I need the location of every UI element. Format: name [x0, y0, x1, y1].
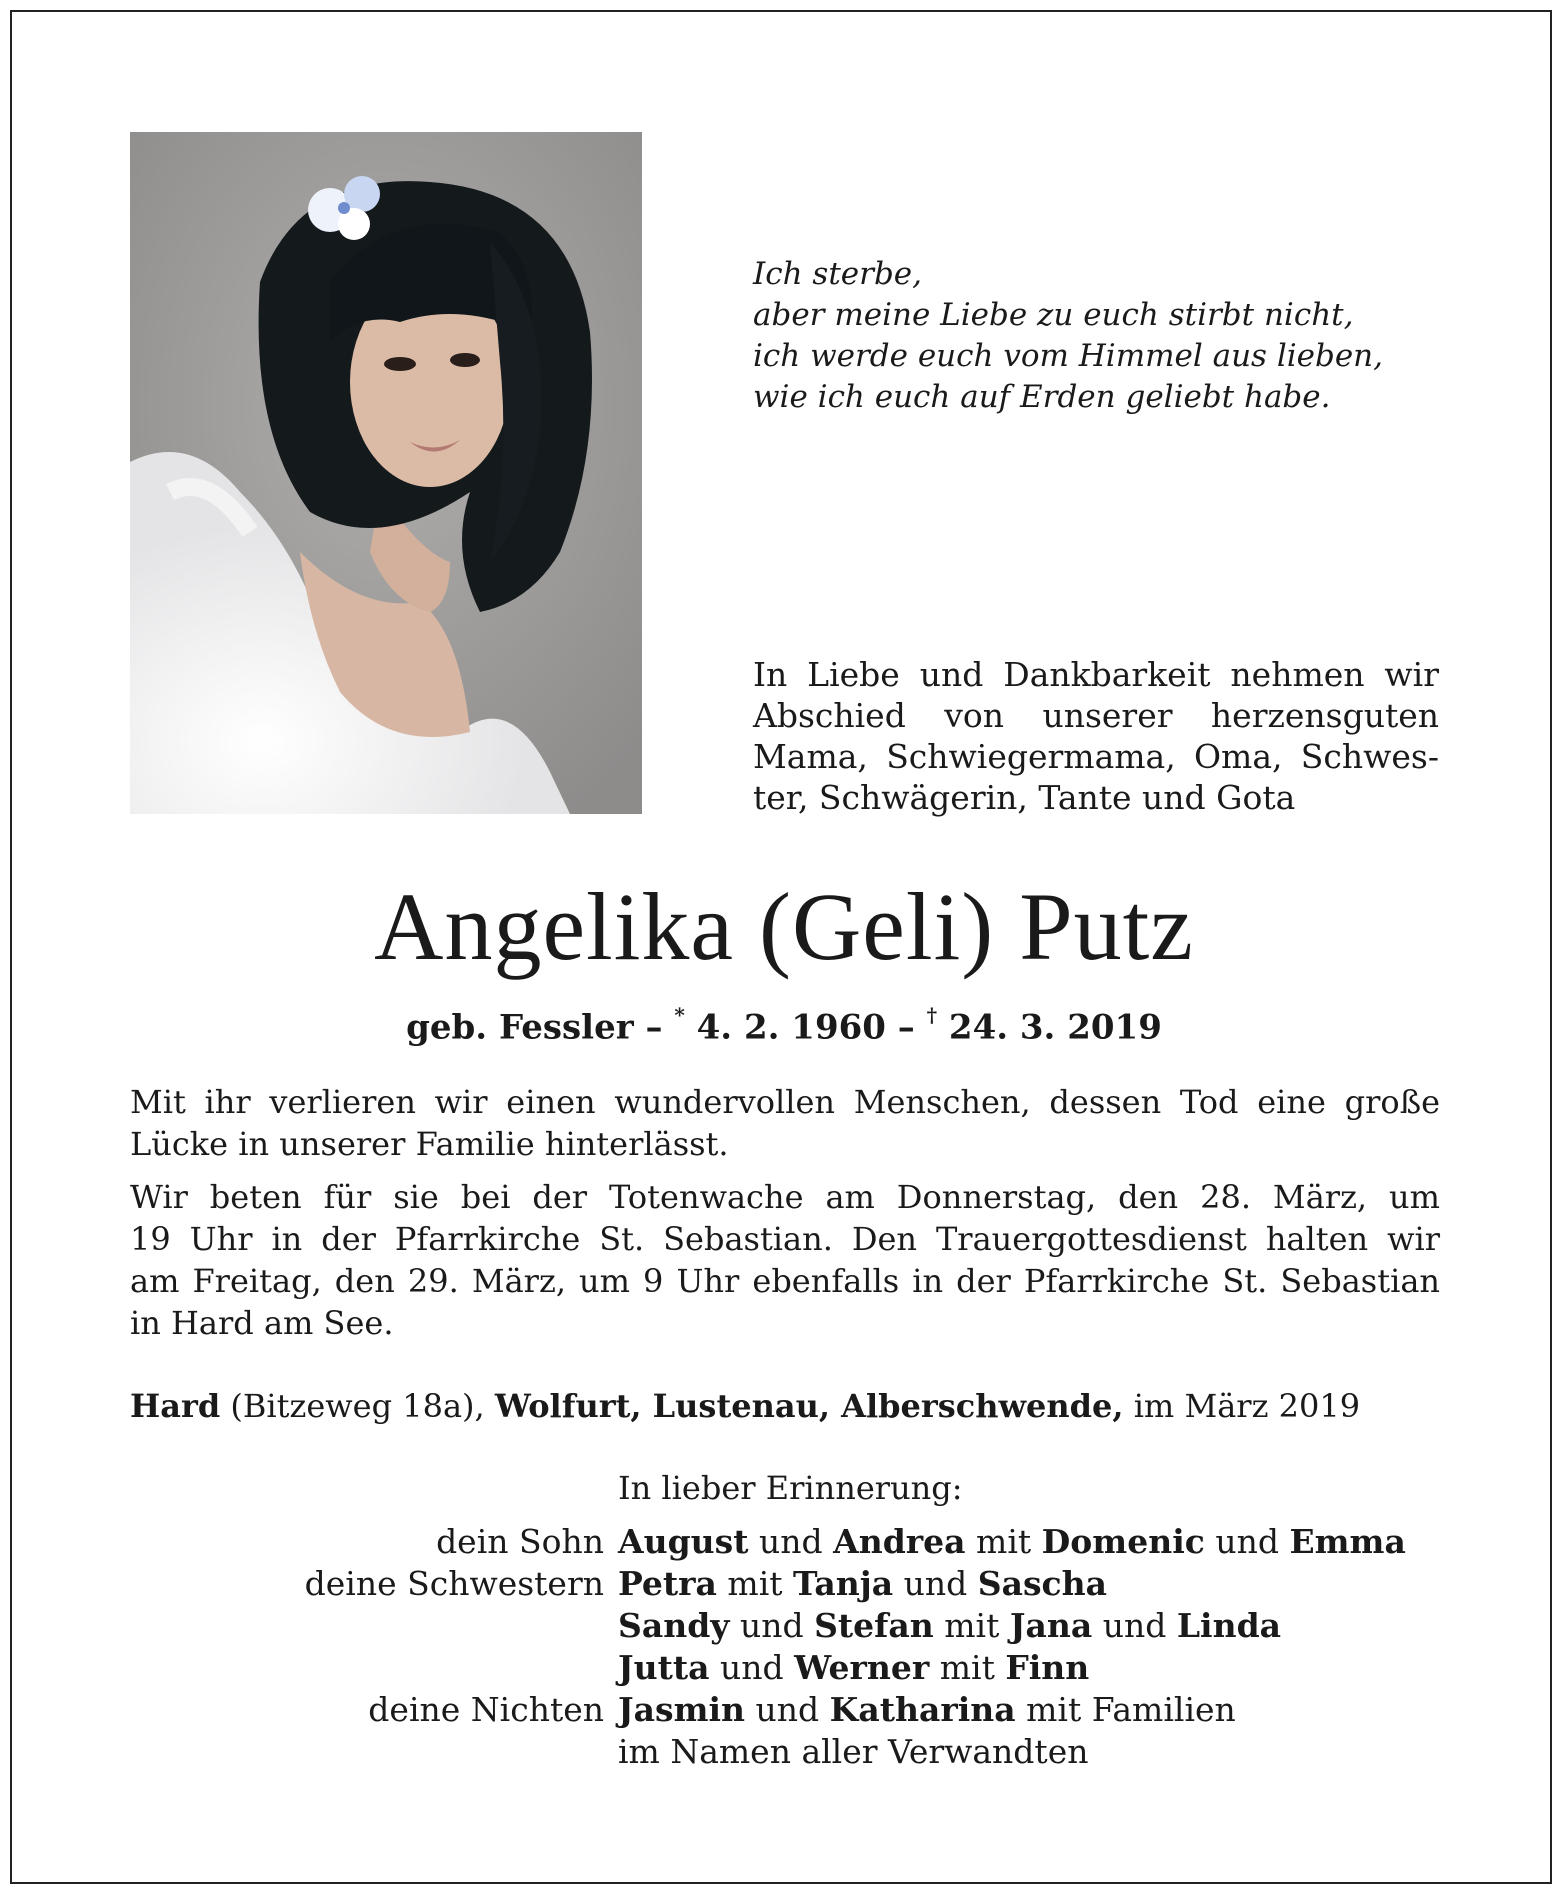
mourner-name: Emma [1289, 1522, 1406, 1561]
mourner-name: Andrea [833, 1522, 966, 1561]
mourner-name: Sascha [977, 1564, 1108, 1603]
connector-text: und [1092, 1606, 1177, 1645]
mourner-name: Werner [794, 1648, 930, 1687]
poem-line: ich werde euch vom Himmel aus lieben, [753, 338, 1384, 374]
remembrance-row [0, 1522, 1568, 1564]
paragraph-line: am Freitag, den 29. März, um 9 Uhr ebenfalls in der Pfarrkirche St. Sebastian [130, 1262, 1440, 1300]
paragraph-line: 19 Uhr in der Pfarrkirche St. Sebastian. Den Trauergottesdienst halten wir [130, 1220, 1440, 1258]
mourner-name: Jana [1009, 1606, 1093, 1645]
connector-text: im Namen aller Verwandten [618, 1732, 1089, 1771]
poem-line: wie ich euch auf Erden geliebt habe. [753, 379, 1331, 415]
place-and-date [130, 1384, 1450, 1428]
connector-text: mit [933, 1606, 1010, 1645]
poem-line: aber meine Liebe zu euch stirbt nicht, [753, 297, 1354, 333]
paragraph-loss [130, 1081, 1440, 1165]
intro-line: Abschied von unserer herzensguten [753, 696, 1439, 735]
mourner-names [618, 1648, 1089, 1687]
mourner-name: Domenic [1041, 1522, 1205, 1561]
connector-text: und [1204, 1522, 1290, 1561]
intro-text [753, 654, 1439, 818]
remembrance-title: In lieber Erinnerung: [618, 1469, 963, 1507]
poem [753, 254, 1473, 418]
connector-text: und [748, 1522, 834, 1561]
birth-symbol: * [674, 1003, 685, 1027]
mourner-names [618, 1522, 1406, 1561]
remembrance-row [0, 1648, 1568, 1690]
mourner-name: Katharina [829, 1690, 1016, 1729]
mourner-names [618, 1732, 1088, 1771]
portrait-illustration [130, 132, 642, 814]
intro-line: Mama, Schwiegermama, Oma, Schwes- [753, 737, 1439, 776]
connector-text: mit [716, 1564, 794, 1603]
relation-label: dein Sohn [436, 1522, 604, 1561]
intro-line: In Liebe und Dankbarkeit nehmen wir [753, 655, 1439, 694]
relation-label: deine Nichten [368, 1690, 604, 1729]
mourner-names [618, 1690, 1236, 1729]
connector-text: und [709, 1648, 795, 1687]
mourner-name: Jasmin [618, 1690, 746, 1729]
mourner-names [618, 1564, 1107, 1603]
connector-text: und [745, 1690, 830, 1729]
paragraph-services [130, 1176, 1440, 1344]
other-towns: Wolfurt, Lustenau, Alberschwende, [494, 1387, 1124, 1425]
intro-line: ter, Schwägerin, Tante und Gota [753, 778, 1296, 817]
remembrance-row [0, 1732, 1568, 1774]
connector-text: und [893, 1564, 978, 1603]
remembrance-row [0, 1606, 1568, 1648]
deceased-name: Angelika (Geli) Putz [374, 873, 1194, 980]
life-dates [0, 996, 1568, 1050]
connector-text: mit [929, 1648, 1006, 1687]
mourner-name: Petra [618, 1564, 717, 1603]
paragraph-line: Lücke in unserer Familie hinterlässt. [130, 1125, 729, 1163]
mourner-name: August [618, 1522, 749, 1561]
mourner-name: Tanja [793, 1564, 894, 1603]
poem-line: Ich sterbe, [753, 256, 923, 292]
relation-label: deine Schwestern [304, 1564, 604, 1603]
birth-date: 4. 2. 1960 [684, 1007, 886, 1048]
mourner-name: Linda [1176, 1606, 1282, 1645]
birth-name: geb. Fessler [406, 1007, 634, 1048]
mourner-name: Jutta [618, 1648, 710, 1687]
paragraph-line: in Hard am See. [130, 1304, 394, 1342]
mourner-name: Sandy [618, 1606, 730, 1645]
connector-text: mit Familien [1015, 1690, 1236, 1729]
dash-separator: – [885, 1007, 927, 1048]
paragraph-line: Wir beten für sie bei der Totenwache am Donnerstag, den 28. März, um [130, 1178, 1440, 1216]
dash-separator: – [633, 1007, 675, 1048]
connector-text: mit [965, 1522, 1042, 1561]
town: Hard [130, 1387, 221, 1425]
death-date: 24. 3. 2019 [937, 1007, 1162, 1048]
notice-date: im März 2019 [1123, 1387, 1361, 1425]
portrait-photo [130, 132, 642, 814]
death-symbol: † [926, 1003, 938, 1027]
mourner-name: Finn [1005, 1648, 1090, 1687]
connector-text: und [729, 1606, 815, 1645]
mourner-names [618, 1606, 1281, 1645]
mourner-name: Stefan [814, 1606, 934, 1645]
remembrance-list [0, 1522, 1568, 1774]
address: (Bitzeweg 18a), [220, 1387, 495, 1425]
paragraph-line: Mit ihr verlieren wir einen wundervollen Menschen, dessen Tod eine große [130, 1083, 1440, 1121]
remembrance-row [0, 1690, 1568, 1732]
remembrance-row [0, 1564, 1568, 1606]
